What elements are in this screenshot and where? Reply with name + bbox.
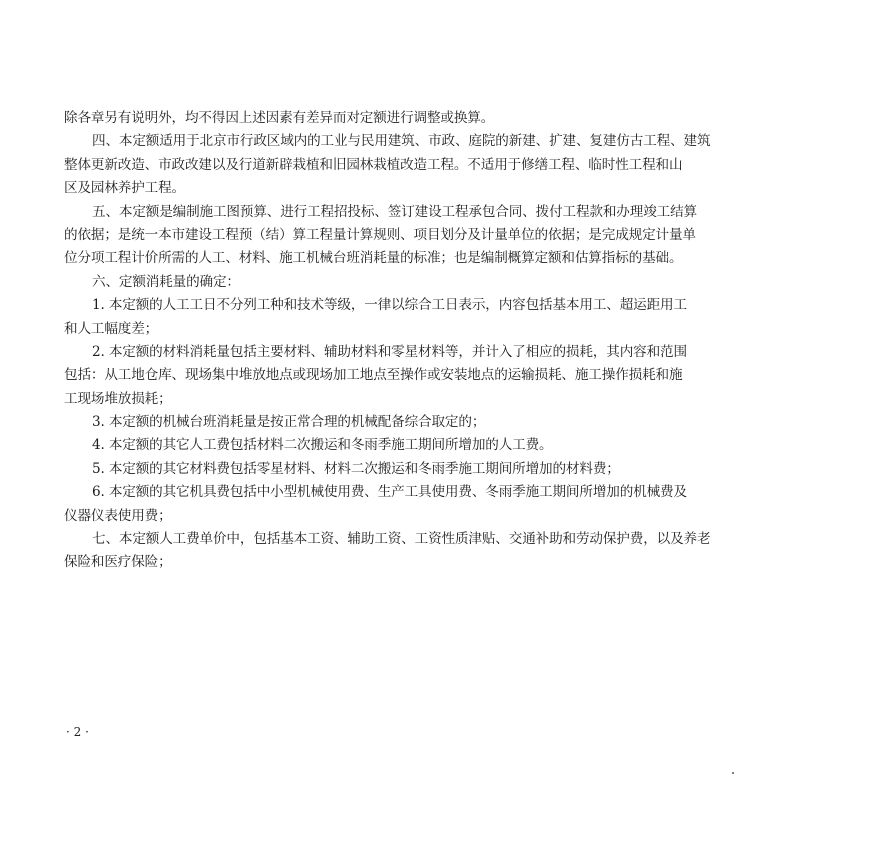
text-line: 2. 本定额的材料消耗量包括主要材料、辅助材料和零星材料等，并计入了相应的损耗，其内容和范围	[92, 343, 687, 360]
text-line: 3. 本定额的机械台班消耗量是按正常合理的机械配备综合取定的；	[92, 414, 486, 431]
text-line: 五、本定额是编制施工图预算、进行工程招投标、签订建设工程承包合同、拨付工程款和办理竣工结算	[92, 203, 697, 220]
text-line: 六、定额消耗量的确定：	[92, 273, 240, 290]
text-line: 整体更新改造、市政改建以及行道新辟栽植和旧园林栽植改造工程。不适用于修缮工程、临时性工程和山	[64, 156, 683, 173]
text-line: 6. 本定额的其它机具费包括中小型机械使用费、生产工具使用费、冬雨季施工期间所增加的机械费及	[92, 484, 687, 501]
text-line: 1. 本定额的人工工日不分列工种和技术等级，一律以综合工日表示，内容包括基本用工、超运距用工	[92, 297, 687, 314]
text-line: 保险和医疗保险；	[64, 554, 172, 571]
text-line: 除各章另有说明外，均不得因上述因素有差异而对定额进行调整或换算。	[64, 110, 495, 126]
text-line: 和人工幅度差；	[64, 320, 159, 337]
text-line: 的依据；是统一本市建设工程预（结）算工程量计算规则、项目划分及计量单位的依据；是完成规定计量单	[64, 226, 696, 243]
page-number: · 2 ·	[66, 725, 89, 739]
text-line: 4. 本定额的其它人工费包括材料二次搬运和冬雨季施工期间所增加的人工费。	[92, 437, 553, 454]
text-line: 位分项工程计价所需的人工、材料、施工机械台班消耗量的标准；也是编制概算定额和估算指标的基础。	[64, 250, 683, 267]
text-line: 七、本定额人工费单价中，包括基本工资、辅助工资、工资性质津贴、交通补助和劳动保护费，以及养老	[92, 531, 711, 548]
text-line: 包括：从工地仓库、现场集中堆放地点或现场加工地点至操作或安装地点的运输损耗、施工操作损耗和施	[64, 367, 683, 384]
document-body	[64, 107, 780, 575]
text-line: 仪器仪表使用费；	[64, 507, 172, 524]
scan-speck	[732, 772, 734, 774]
text-line: 区及园林养护工程。	[64, 180, 185, 197]
text-line: 5. 本定额的其它材料费包括零星材料、材料二次搬运和冬雨季施工期间所增加的材料费；	[92, 460, 620, 477]
text-line: 四、本定额适用于北京市行政区域内的工业与民用建筑、市政、庭院的新建、扩建、复建仿古工程、建筑	[92, 133, 711, 150]
text-line: 工现场堆放损耗；	[64, 390, 172, 407]
